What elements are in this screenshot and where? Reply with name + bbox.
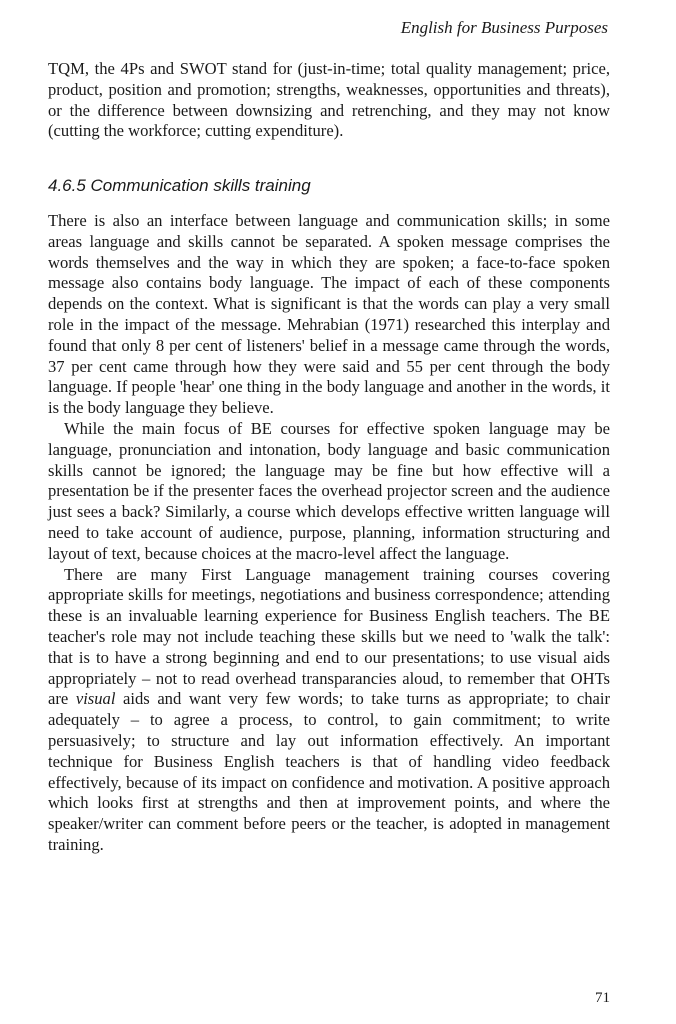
paragraph-be-courses: While the main focus of BE courses for effective spoken language may be language, pronunciation and intonation, body language and basic communication skills cannot be ignored; the language may be fine but how effective will a presentation be if the presenter faces the overhead projector screen and the audience just sees a back? Similarly, a course which develops effective written language will need to take account of audience, purpose, planning, information structuring and layout of text, because choices at the macro-level affect the language. [48, 418, 610, 563]
paragraph-management-training [48, 565, 610, 856]
paragraph-text-before: There are many First Language management training courses covering appropriate skills for meetings, negotiations and business correspondence; attending these is an invaluable learning experience for Business English teachers. The BE teacher's role may not include teaching these skills but we need to 'walk the talk': that is to have a strong beginning and end to our presentations; to use visual aids appropriately – not to read overhead transparancies aloud, to remember that OHTs are [48, 564, 610, 709]
intro-paragraph: TQM, the 4Ps and SWOT stand for (just-in-time; total quality management; price, product, position and promotion; strengths, weaknesses, opportunities and threats), or the difference between downsizing and retrenching, and they may not know (cutting the workforce; cutting expenditure). [48, 59, 610, 141]
paragraph-interface: There is also an interface between language and communication skills; in some areas language and skills cannot be separated. A spoken message comprises the words themselves and the way in which they are spoken; a face-to-face spoken message also contains body language. The impact of each of these components depends on the context. What is significant is that the words can play a very small role in the impact of the message. Mehrabian (1971) researched this interplay and found that only 8 per cent of listeners' belief in a message came through the words, 37 per cent came through how they were said and 55 per cent through the body language. If people 'hear' one thing in the body language and another in the words, it is the body language they believe. [48, 210, 610, 418]
page-number: 71 [595, 990, 610, 1006]
page-body [48, 59, 610, 856]
emphasis-visual: visual [75, 689, 116, 709]
running-head: English for Business Purposes [400, 18, 608, 37]
section-heading: 4.6.5 Communication skills training [48, 176, 311, 196]
paragraph-text-after: aids and want very few words; to take turns as appropriate; to chair adequately – to agree a process, to control, to gain commitment; to write persuasively; to structure and lay out information effectively. An important technique for Business English teachers is that of handling video feedback effectively, because of its impact on confidence and motivation. A positive approach which looks first at strengths and then at improvement points, and where the speaker/writer can comment before peers or the teacher, is adopted in management training. [48, 689, 611, 854]
